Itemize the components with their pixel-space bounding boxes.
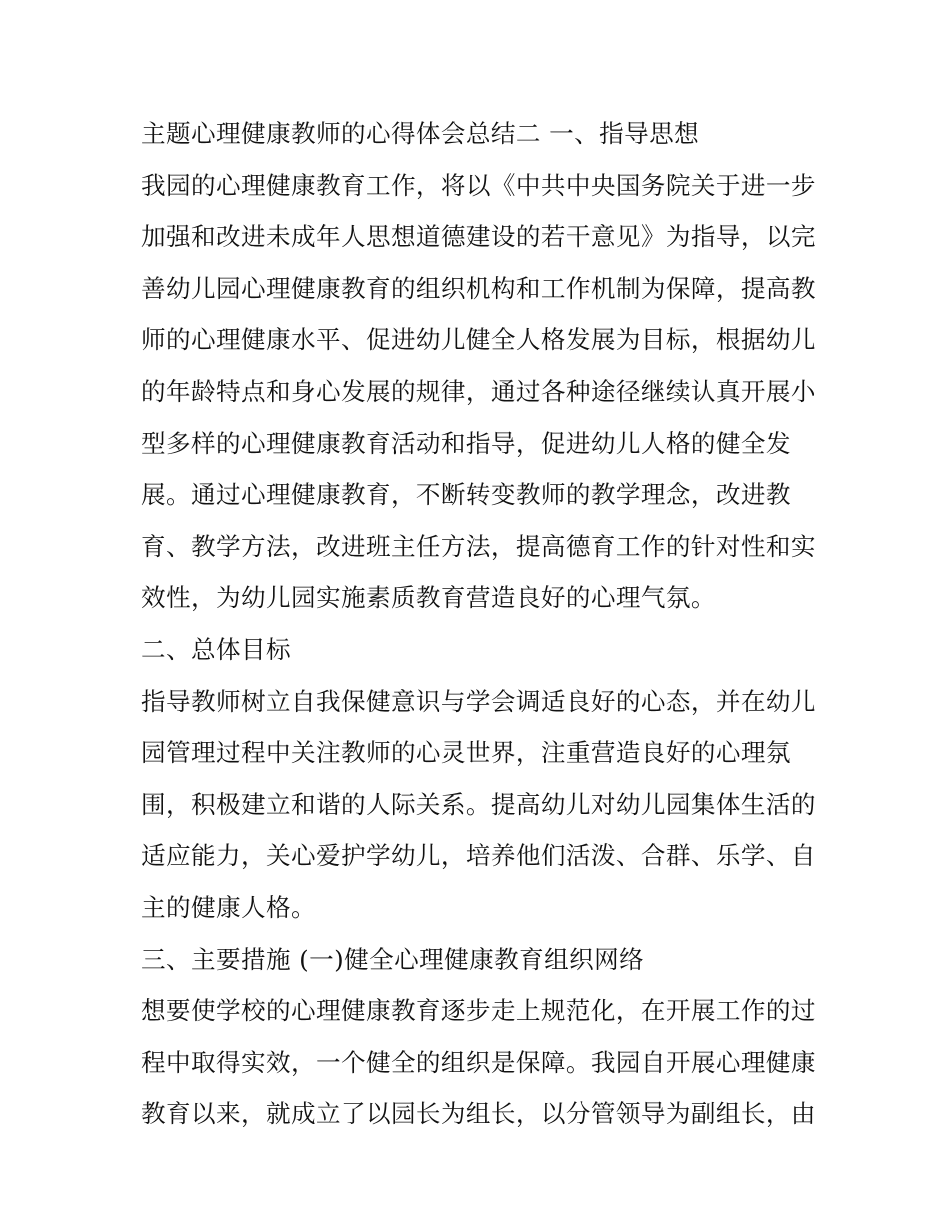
text-line: 指导教师树立自我保健意识与学会调适良好的心态，并在幼儿 — [141, 686, 816, 716]
text-line: 师的心理健康水平、促进幼儿健全人格发展为目标，根据幼儿 — [141, 325, 816, 355]
text-line: 主的健康人格。 — [141, 892, 316, 922]
text-line-title: 主题心理健康教师的心得体会总结二 一、指导思想 — [141, 119, 700, 148]
section-heading: 三、主要措施 (一)健全心理健康教育组织网络 — [141, 944, 645, 974]
text-line: 展。通过心理健康教育，不断转变教师的教学理念，改进教 — [141, 480, 791, 510]
document-body — [141, 108, 831, 1140]
text-line: 育、教学方法，改进班主任方法，提高德育工作的针对性和实 — [141, 531, 816, 561]
text-line: 善幼儿园心理健康教育的组织机构和工作机制为保障，提高教 — [141, 273, 816, 303]
text-line: 我园的心理健康教育工作，将以《中共中央国务院关于进一步 — [141, 170, 816, 200]
text-line: 的年龄特点和身心发展的规律，通过各种途径继续认真开展小 — [141, 376, 816, 406]
text-line: 园管理过程中关注教师的心灵世界，注重营造良好的心理氛 — [141, 738, 791, 768]
text-line: 加强和改进未成年人思想道德建设的若干意见》为指导，以完 — [141, 222, 816, 252]
text-line: 想要使学校的心理健康教育逐步走上规范化，在开展工作的过 — [141, 996, 816, 1026]
section-heading: 二、总体目标 — [141, 634, 291, 664]
text-line: 程中取得实效，一个健全的组织是保障。我园自开展心理健康 — [141, 1047, 816, 1077]
text-line: 围，积极建立和谐的人际关系。提高幼儿对幼儿园集体生活的 — [141, 789, 816, 819]
text-line: 效性，为幼儿园实施素质教育营造良好的心理气氛。 — [141, 583, 716, 613]
text-line: 型多样的心理健康教育活动和指导，促进幼儿人格的健全发 — [141, 428, 791, 458]
text-line: 教育以来，就成立了以园长为组长，以分管领导为副组长，由 — [141, 1099, 816, 1129]
text-line: 适应能力，关心爱护学幼儿，培养他们活泼、合群、乐学、自 — [141, 841, 816, 871]
